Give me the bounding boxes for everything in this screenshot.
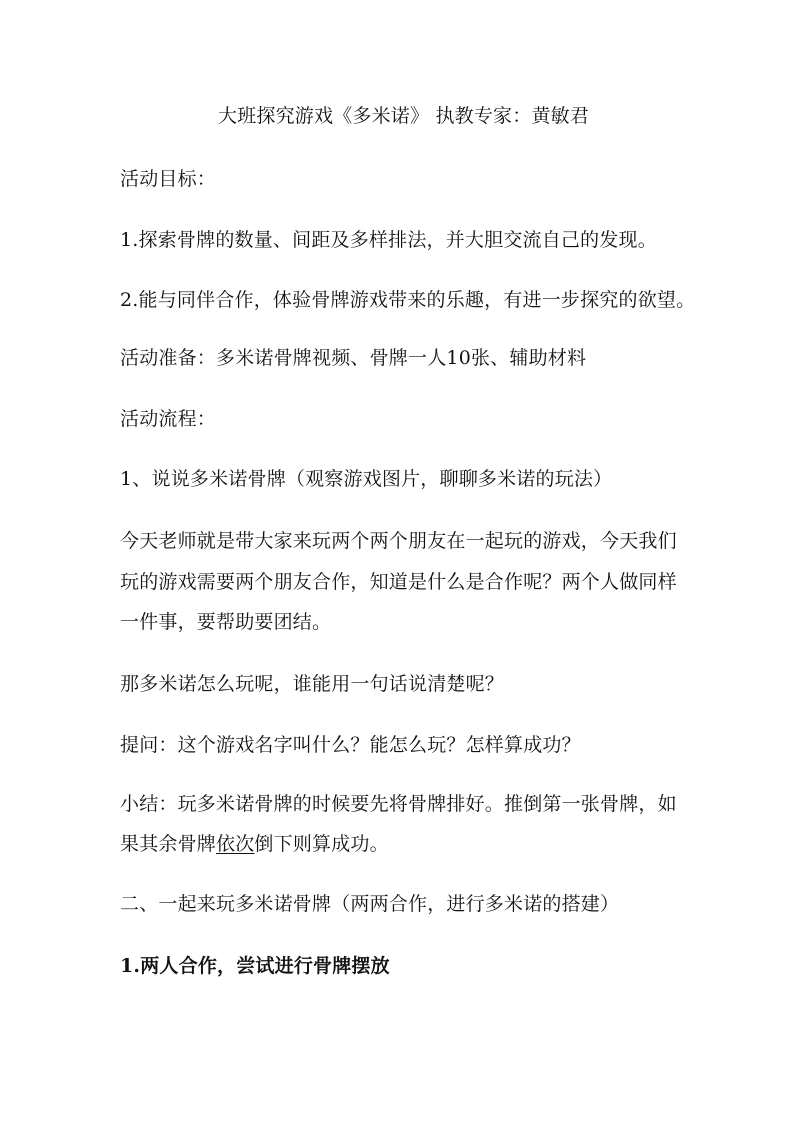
- summary-text-before: 果其余骨牌: [120, 833, 217, 855]
- paragraph-1-line-2: 玩的游戏需要两个朋友合作，知道是什么是合作呢？两个人做同样: [120, 571, 677, 593]
- summary-line-2: [120, 832, 389, 856]
- paragraph-2: 那多米诺怎么玩呢，谁能用一句话说清楚呢？: [120, 673, 505, 695]
- document-title: 大班探究游戏《多米诺》 执教专家：黄敏君: [218, 105, 590, 127]
- goals-heading: 活动目标：: [120, 168, 217, 190]
- process-heading: 活动流程：: [120, 408, 217, 430]
- goal-item-1: 1.探索骨牌的数量、间距及多样排法，并大胆交流自己的发现。: [120, 229, 657, 251]
- summary-line-1: 小结：玩多米诺骨牌的时候要先将骨牌排好。推倒第一张骨牌，如: [120, 793, 677, 815]
- summary-text-after: 倒下则算成功。: [254, 833, 389, 855]
- preparation-text: 活动准备：多米诺骨牌视频、骨牌一人10张、辅助材料: [120, 347, 587, 369]
- question-text: 提问：这个游戏名字叫什么？能怎么玩？怎样算成功？: [120, 734, 581, 756]
- section-1-heading: 1、说说多米诺骨牌（观察游戏图片，聊聊多米诺的玩法）: [120, 468, 613, 490]
- paragraph-1-line-1: 今天老师就是带大家来玩两个两个朋友在一起玩的游戏，今天我们: [120, 530, 677, 552]
- section-2-heading: 二、一起来玩多米诺骨牌（两两合作，进行多米诺的搭建）: [120, 893, 620, 915]
- section-2-subheading: 1.两人合作，尝试进行骨牌摆放: [120, 955, 390, 977]
- paragraph-1-line-3: 一件事，要帮助要团结。: [120, 611, 332, 633]
- underlined-word: 依次: [216, 833, 255, 855]
- goal-item-2: 2.能与同伴合作，体验骨牌游戏带来的乐趣，有进一步探究的欲望。: [120, 289, 696, 311]
